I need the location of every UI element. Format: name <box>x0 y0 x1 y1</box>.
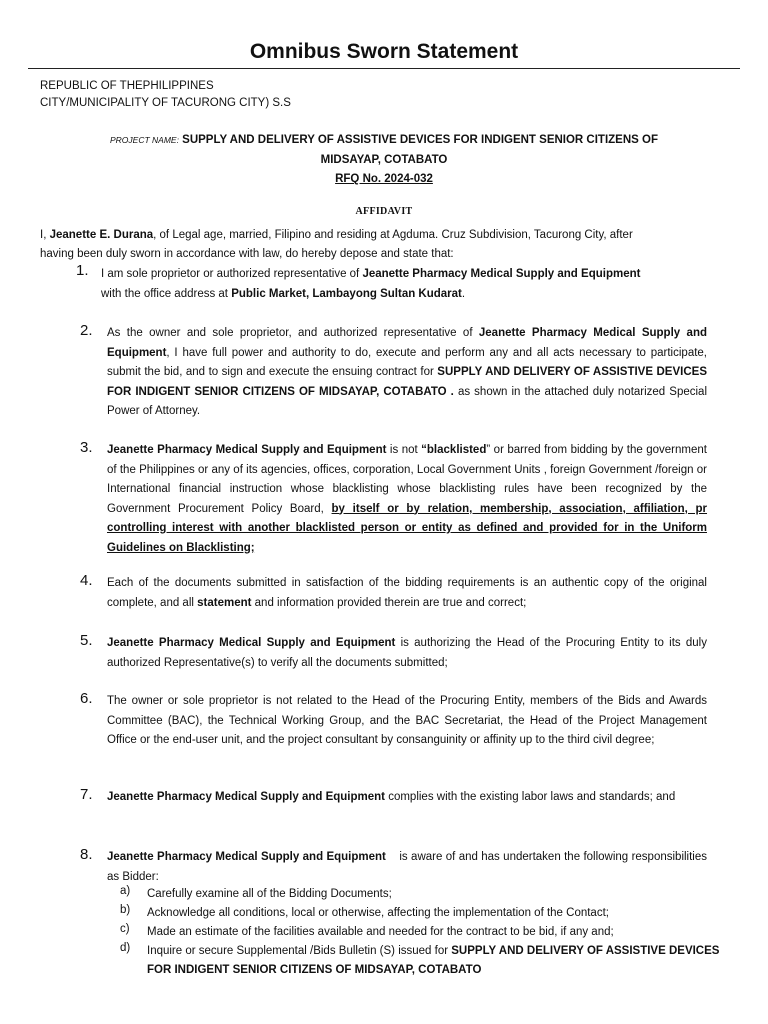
subitem-c-text: Made an estimate of the facilities available and needed for the contract to be bid, if any and; <box>147 926 614 938</box>
item-1-text: I am sole proprietor or authorized representative of Jeanette Pharmacy Medical Supply and Equipment with the office address at Public Market, Lambayong Sultan Kudarat. <box>101 268 641 300</box>
subitem-c-label: c) <box>120 923 130 935</box>
rfq-number: RFQ No. 2024-032 <box>335 173 433 185</box>
affidavit-heading: AFFIDAVIT <box>355 206 413 217</box>
item-5-number: 5. <box>80 632 93 649</box>
subitem-d-text: Inquire or secure Supplemental /Bids Bulletin (S) issued for SUPPLY AND DELIVERY OF ASSISTIVE DEVICES FOR INDIGENT SENIOR CITIZENS OF MIDSAYAP, COTABATO <box>147 945 720 976</box>
header-city: CITY/MUNICIPALITY OF TACURONG CITY) S.S <box>40 97 291 109</box>
header-republic: REPUBLIC OF THEPHILIPPINES <box>40 80 214 92</box>
title-underline-rule <box>28 68 740 69</box>
project-name-text: SUPPLY AND DELIVERY OF ASSISTIVE DEVICES FOR INDIGENT SENIOR CITIZENS OF <box>182 134 658 146</box>
subitem-a-label: a) <box>120 885 131 897</box>
subitem-b-text: Acknowledge all conditions, local or otherwise, affecting the implementation of the Contact; <box>147 907 609 919</box>
subitem-b-label: b) <box>120 904 131 916</box>
blacklist-clause: by itself or by relation, membership, association, affiliation, pr controlling interest with another blacklisted person or entity as defined and provided for in the Uniform Guidelines on Blacklisting; <box>107 502 708 554</box>
subitem-a-text: Carefully examine all of the Bidding Documents; <box>147 888 392 900</box>
item-4-text: Each of the documents submitted in satisfaction of the bidding requirements is an authentic copy of the original complete, and all statement and information provided therein are true and correct; <box>107 577 707 609</box>
item-4-number: 4. <box>80 572 93 589</box>
subitem-d-label: d) <box>120 942 131 954</box>
item-2-text: As the owner and sole proprietor, and authorized representative of Jeanette Pharmacy Medical Supply and Equipment, I have full power and authority to do, execute and perform any and all acts necessary to participate, submit the bid, and to sign and execute the ensuing contract for SUPPLY AND DELIVERY OF ASSISTIVE DEVICES FOR INDIGENT SENIOR CITIZENS OF MIDSAYAP, COTABATO . as shown in the attached duly notarized Special Power of Attorney. <box>107 327 707 417</box>
item-3-number: 3. <box>80 439 93 456</box>
item-1-number: 1. <box>76 262 89 279</box>
item-8-text: Jeanette Pharmacy Medical Supply and Equipment is aware of and has undertaken the following responsibilities as Bidder: <box>107 851 711 883</box>
item-5-text: Jeanette Pharmacy Medical Supply and Equipment is authorizing the Head of the Procuring Entity to its duly authorized Representative(s) to verify all the documents submitted; <box>107 637 707 669</box>
item-6-number: 6. <box>80 690 93 707</box>
affiant-name: Jeanette E. Durana <box>49 229 154 241</box>
document-title: Omnibus Sworn Statement <box>249 40 519 63</box>
item-7-text: Jeanette Pharmacy Medical Supply and Equipment complies with the existing labor laws and standards; and <box>107 791 676 803</box>
project-name-prefix: PROJECT NAME: <box>110 135 179 145</box>
project-name-line1 <box>20 130 748 151</box>
item-3-text: Jeanette Pharmacy Medical Supply and Equipment is not “blacklisted” or barred from bidding by the government of the Philippines or any of its agencies, offices, corporation, Local Government Units , foreign Government /foreign or International financial instruction whose blacklisting whose blacklisting rules have been recognized by the Government Procurement Policy Board, by itself or by relation, membership, association, affiliation, pr controlling interest with another blacklisted person or entity as defined and provided for in the Uniform Guidelines on Blacklisting; <box>107 444 708 554</box>
item-2-number: 2. <box>80 322 93 339</box>
intro-line2: having been duly sworn in accordance with law, do hereby depose and state that: <box>40 248 454 260</box>
project-name-line2: MIDSAYAP, COTABATO <box>320 154 448 166</box>
intro-line1: I, Jeanette E. Durana, of Legal age, married, Filipino and residing at Agduma. Cruz Subdivision, Tacurong City, after <box>40 229 633 241</box>
item-7-number: 7. <box>80 786 93 803</box>
item-8-number: 8. <box>80 846 93 863</box>
item-6-text: The owner or sole proprietor is not related to the Head of the Procuring Entity, members of the Bids and Awards Committee (BAC), the Technical Working Group, and the BAC Secretariat, the Head of the Project Management Office or the end-user unit, and the project consultant by consanguinity or affinity up to the third civil degree; <box>107 695 707 746</box>
